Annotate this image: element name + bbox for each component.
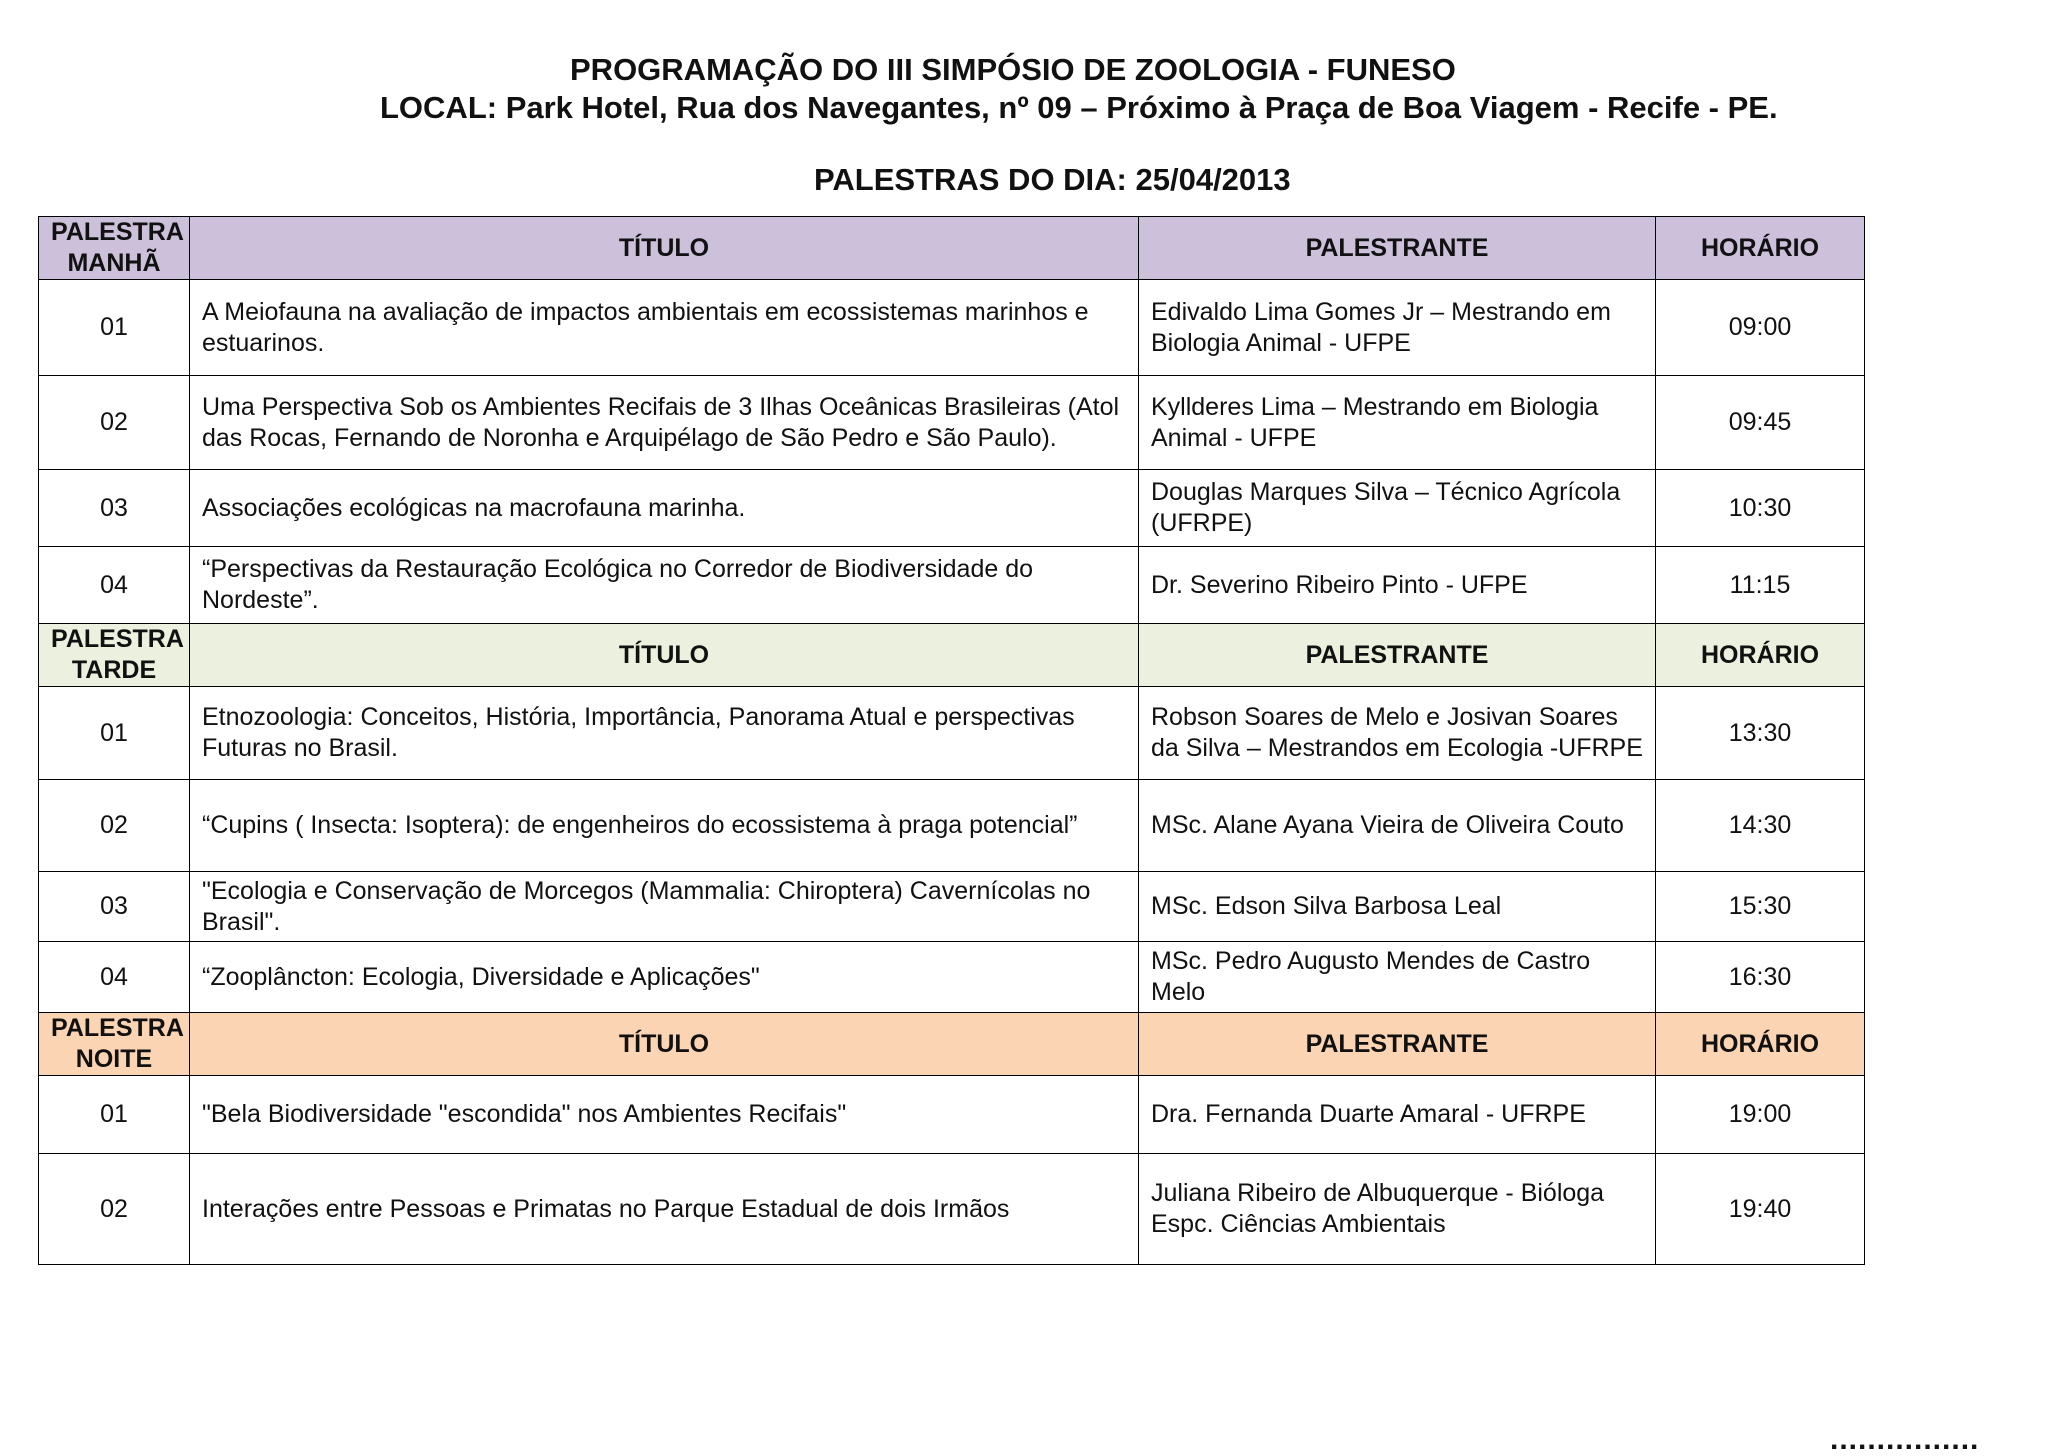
lecture-time: 14:30 [1656, 780, 1865, 872]
session-label-line2: MANHÃ [67, 249, 161, 277]
session-label [39, 624, 190, 687]
table-row [39, 687, 1865, 780]
column-header-title: TÍTULO [190, 217, 1139, 280]
column-header-speaker: PALESTRANTE [1139, 1013, 1656, 1076]
session-label-line1: PALESTRA [51, 625, 184, 653]
lecture-speaker: MSc. Pedro Augusto Mendes de Castro Melo [1139, 942, 1656, 1013]
lecture-speaker: MSc. Edson Silva Barbosa Leal [1139, 872, 1656, 942]
lecture-time: 10:30 [1656, 470, 1865, 547]
program-table [38, 216, 1865, 1265]
lecture-title: “Zooplâncton: Ecologia, Diversidade e Aplicações" [190, 942, 1139, 1013]
session-header-manha [39, 217, 1865, 280]
document-title: PROGRAMAÇÃO DO III SIMPÓSIO DE ZOOLOGIA - FUNESO [570, 52, 1456, 87]
column-header-time: HORÁRIO [1656, 1013, 1865, 1076]
lecture-time: 15:30 [1656, 872, 1865, 942]
table-row [39, 470, 1865, 547]
lecture-title: Etnozoologia: Conceitos, História, Importância, Panorama Atual e perspectivas Futuras no Brasil. [190, 687, 1139, 780]
table-row [39, 547, 1865, 624]
row-number: 02 [39, 1154, 190, 1265]
session-header-tarde [39, 624, 1865, 687]
lecture-speaker: Douglas Marques Silva – Técnico Agrícola (UFRPE) [1139, 470, 1656, 547]
row-number: 03 [39, 470, 190, 547]
session-header-noite [39, 1013, 1865, 1076]
session-label [39, 1013, 190, 1076]
session-label-line1: PALESTRA [51, 1014, 184, 1042]
column-header-time: HORÁRIO [1656, 217, 1865, 280]
lecture-speaker: MSc. Alane Ayana Vieira de Oliveira Couto [1139, 780, 1656, 872]
lecture-time: 19:00 [1656, 1076, 1865, 1154]
lecture-time: 09:45 [1656, 376, 1865, 470]
lecture-speaker: Edivaldo Lima Gomes Jr – Mestrando em Biologia Animal - UFPE [1139, 280, 1656, 376]
lecture-speaker: Kyllderes Lima – Mestrando em Biologia Animal - UFPE [1139, 376, 1656, 470]
lecture-time: 11:15 [1656, 547, 1865, 624]
row-number: 02 [39, 780, 190, 872]
row-number: 03 [39, 872, 190, 942]
column-header-title: TÍTULO [190, 1013, 1139, 1076]
lecture-speaker: Robson Soares de Melo e Josivan Soares da Silva – Mestrandos em Ecologia -UFRPE [1139, 687, 1656, 780]
column-header-title: TÍTULO [190, 624, 1139, 687]
continuation-dots: ................ [1830, 1423, 1980, 1456]
session-label-line2: TARDE [71, 656, 157, 684]
table-row [39, 872, 1865, 942]
lecture-title: Interações entre Pessoas e Primatas no Parque Estadual de dois Irmãos [190, 1154, 1139, 1265]
lecture-title: "Ecologia e Conservação de Morcegos (Mammalia: Chiroptera) Cavernícolas no Brasil". [190, 872, 1139, 942]
table-row [39, 780, 1865, 872]
lecture-title: Associações ecológicas na macrofauna marinha. [190, 470, 1139, 547]
lecture-speaker: Dr. Severino Ribeiro Pinto - UFPE [1139, 547, 1656, 624]
column-header-speaker: PALESTRANTE [1139, 217, 1656, 280]
lecture-title: A Meiofauna na avaliação de impactos ambientais em ecossistemas marinhos e estuarinos. [190, 280, 1139, 376]
column-header-speaker: PALESTRANTE [1139, 624, 1656, 687]
lecture-title: “Cupins ( Insecta: Isoptera): de engenheiros do ecossistema à praga potencial” [190, 780, 1139, 872]
row-number: 02 [39, 376, 190, 470]
table-row [39, 376, 1865, 470]
session-label-line1: PALESTRA [51, 218, 184, 246]
lecture-title: “Perspectivas da Restauração Ecológica no Corredor de Biodiversidade do Nordeste”. [190, 547, 1139, 624]
row-number: 01 [39, 1076, 190, 1154]
lecture-time: 09:00 [1656, 280, 1865, 376]
lecture-time: 19:40 [1656, 1154, 1865, 1265]
lecture-speaker: Dra. Fernanda Duarte Amaral - UFRPE [1139, 1076, 1656, 1154]
lecture-title: "Bela Biodiversidade "escondida" nos Ambientes Recifais" [190, 1076, 1139, 1154]
table-row [39, 1154, 1865, 1265]
table-row [39, 942, 1865, 1013]
column-header-time: HORÁRIO [1656, 624, 1865, 687]
event-location: LOCAL: Park Hotel, Rua dos Navegantes, nº 09 – Próximo à Praça de Boa Viagem - Recife - PE. [380, 90, 1778, 125]
lecture-time: 16:30 [1656, 942, 1865, 1013]
lecture-title: Uma Perspectiva Sob os Ambientes Recifais de 3 Ilhas Oceânicas Brasileiras (Atol das Rocas, Fernando de Noronha e Arquipélago de São Pedro e São Paulo). [190, 376, 1139, 470]
lecture-time: 13:30 [1656, 687, 1865, 780]
session-label [39, 217, 190, 280]
lecture-speaker: Juliana Ribeiro de Albuquerque - Bióloga Espc. Ciências Ambientais [1139, 1154, 1656, 1265]
session-label-line2: NOITE [75, 1045, 153, 1073]
lectures-day: PALESTRAS DO DIA: 25/04/2013 [814, 162, 1291, 197]
table-row [39, 1076, 1865, 1154]
row-number: 01 [39, 687, 190, 780]
table-row [39, 280, 1865, 376]
row-number: 04 [39, 547, 190, 624]
row-number: 01 [39, 280, 190, 376]
row-number: 04 [39, 942, 190, 1013]
